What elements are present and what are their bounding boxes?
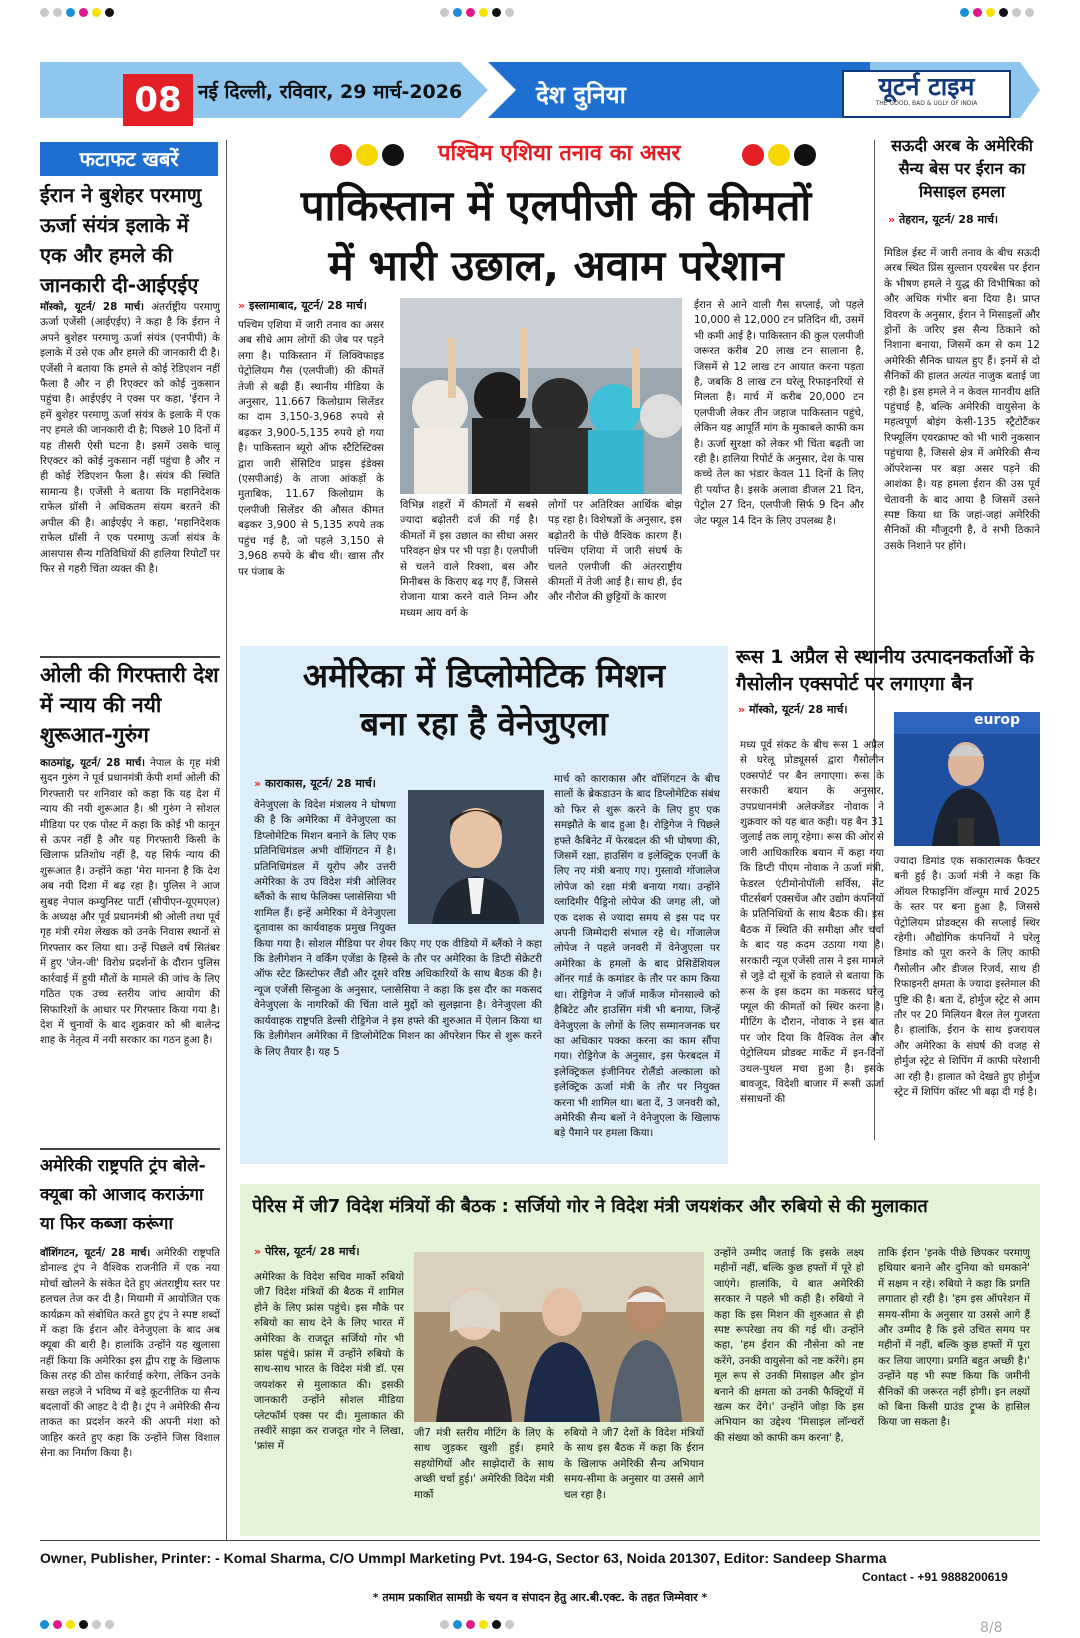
page-indicator: 8/8 <box>980 1620 1003 1636</box>
issue-dateline: नई दिल्ली, रविवार, 29 मार्च-2026 <box>198 81 463 103</box>
russia-col2: ज्यादा डिमांड एक सकारात्मक फैक्टर बनी हुई है। ऊर्जा मंत्री ने कहा कि ऑयल रिफाइनिंग वॉल्यूम मार्च 2025 के स्तर पर बना हुआ है, जिससे पेट्रोलियम प्रोडक्ट्स की सप्लाई स्थिर रहेगी। औद्योगिक कंपनियों ने घरेलू डिमांड को पूरा करने के लिए काफी गैसोलीन और डीजल रिजर्व, साथ ही रिफाइनरी क्षमता के ज्यादा इस्तेमाल की पुष्टि की है। बता दें, होर्मुज स्ट्रेट से आम तौर पर 20 मिलियन बैरल तेल गुजरता है। हालांकि, ईरान के साथ इजरायल और अमेरिका के संघर्ष की वजह से होर्मुज स्ट्रेट से शिपिंग में काफी परेशानी आ रही है। हालात को देखते हुए होर्मुज स्ट्रेट में शिपिंग कॉस्ट भी बढ़ा दी गई है। <box>894 855 1040 1099</box>
venezuela-col1-text: वेनेजुएला के विदेश मंत्रालय ने घोषणा की है कि अमेरिका में वेनेजुएला का डिप्लोमेटिक मिशन बनाने के लिए एक प्रतिनिधिमंडल अभी वॉशिंगटन में है। प्रतिनिधिमंडल में यूरोप और उत्तरी अमेरिका के उप विदेश मंत्री ओलिवर ब्लैंको के साथ फेलिक्स प्लासेसिया भी शामिल हैं। इन्हें अमेरिका में वेनेजुएला दूतावास का कार्यवाहक प्रमुख नियुक्त किया गया है। सोशल मीडिया पर शेयर किए गए एक वीडियो में ब्लैंको ने कहा कि डेलीगेशन ने वर्किंग एजेंडा के हिस्से के तौर पर अमेरिका के डिप्टी सेक्रेटरी ऑफ स्टेट क्रिस्टोफर लैंडौ और दूसरे वरिष्ठ अधिकारियों के साथ बैठक की है। न्यूज एजेंसी सिन्हुआ के अनुसार, प्लासेसिया ने कहा कि इस दौर का मकसद वेनेजुएला के नागरिकों की चिंता वाले मुद्दों को सुलझाना है। वेनेजुएला की कार्यवाहक राष्ट्रपति डेल्सी रोड्रिगेज ने इस हफ्ते की शुरुआत में ऐलान किया था कि डेलीगेशन अमेरिका में डिप्लोमेटिक मिशन का ऑपरेशन फिर से शुरू करने के लिए तैयार है। यह 5 <box>254 799 542 1058</box>
footer-imprint: Owner, Publisher, Printer: - Komal Sharma, C/O Ummpl Marketing Pvt. 194-G, Sector 63, Noida 201307, Editor: Sandeep Sharma <box>40 1550 887 1566</box>
venezuela-col1 <box>254 798 542 1158</box>
lead-photo-protest <box>400 298 682 494</box>
russia-photo-backdrop-text: europ <box>974 712 1021 728</box>
venezuela-col2: मार्च को काराकास और वॉशिंगटन के बीच सालों के ब्रेकडाउन के बाद डिप्लोमेटिक संबंध को फिर से शुरू करने के लिए हुए एक समझौते के बाद हुआ है। रोड्रिगेज ने पिछले हफ्ते कैबिनेट में फेरबदल की भी घोषणा की, जिसमें रक्षा, हाउसिंग व इलेक्ट्रिक एनर्जी के लिए नए मंत्री बनाए गए। गुस्तावो गोंजालेज लोपेज को रक्षा मंत्री बनाया गया। उन्होंने व्लादिमीर पैड्रिनो लोपेज की जगह ली, जो एक दशक से ज्यादा समय से इस पद पर अपनी जिम्मेदारी संभाल रहे थे। गोंजालेज लोपेज ने पहले जनवरी में वेनेजुएला पर अमेरिका के हमलों के बाद प्रेसिडेंशियल ऑनर गार्ड के कमांडर के तौर पर काम किया था। रोड्रिगेज ने जॉर्ज मार्केज मोनसाल्वे को हैबिटेट और हाउसिंग मंत्री भी बनाया, जिन्हें वेनेजुएला के लोगों के लिए सम्मानजनक घर का अधिकार पक्का करना का काम सौंपा गया। रोड्रिगेज के अनुसार, इस फेरबदल में इलेक्ट्रिकल इंजीनियर रोलैंडो अल्काला को इलेक्ट्रिक ऊर्जा मंत्री के तौर पर नियुक्त करना भी शामिल था। बता दें, 3 जनवरी को, अमेरिकी सैन्य बलों ने वेनेजुएला के खिलाफ बड़े पैमाने पर हमला किया। <box>554 773 720 1140</box>
lead-dateline: » इस्लामाबाद, यूटर्न/ 28 मार्च। <box>238 299 367 312</box>
footer-rule <box>40 1540 1040 1541</box>
venezuela-headline-line1: अमेरिका में डिप्लोमेटिक मिशन <box>302 656 666 695</box>
sidebar-divider-1 <box>40 656 220 658</box>
logo-text: यूटर्न टाइम <box>878 72 975 101</box>
saudi-dateline: » तेहरान, यूटर्न/ 28 मार्च। <box>888 213 999 226</box>
paris-photo-meeting <box>414 1252 704 1422</box>
venezuela-headline <box>240 652 728 748</box>
venezuela-headline-line2: बना रहा है वेनेजुएला <box>360 704 608 743</box>
logo-tagline: THE GOOD, BAD & UGLY OF INDIA <box>875 100 978 107</box>
paris-dateline: » पेरिस, यूटर्न/ 28 मार्च। <box>254 1245 360 1258</box>
lead-headline <box>236 176 876 296</box>
sidebar-story1-dateline: मॉस्को, यूटर्न/ 28 मार्च। <box>40 301 145 313</box>
footer-disclaimer: * तमाम प्रकाशित सामग्री के चयन व संपादन हेतु आर.बी.एक्ट. के तहत जिम्मेवार * <box>372 1591 708 1604</box>
russia-photo-speaker <box>894 712 1040 846</box>
kicker-dots-right <box>742 144 816 166</box>
sidebar-story1-body <box>40 300 220 652</box>
lead-col3: लोगों पर अतिरिक्त आर्थिक बोझ पड़ रहा है। विशेषज्ञों के अनुसार, इस बढ़ोतरी के पीछे वैश्विक कारण हैं। पश्चिम एशिया में जारी संघर्ष के चलते एलपीजी की अंतरराष्ट्रीय कीमतों में तेजी आई है। साथ ही, ईद और नौरोज की छुट्टियों के कारण <box>548 499 682 604</box>
saudi-dateline-text: तेहरान, यूटर्न/ 28 मार्च। <box>898 213 999 226</box>
column-rule-left <box>226 140 227 1540</box>
paris-col2: जी7 मंत्री स्तरीय मीटिंग के लिए के साथ जुड़कर खुशी हुई। हमारे सहयोगियों और साझेदारों के साथ अच्छी चर्चा हुई।' अमेरिकी विदेश मंत्री मार्को <box>414 1427 554 1501</box>
lead-headline-line1: पाकिस्तान में एलपीजी की कीमतों <box>300 181 812 230</box>
paris-col4: उन्होंने उम्मीद जताई कि इसके लक्ष्य महीनों नहीं, बल्कि कुछ हफ्तों में पूरे हो जाएंगे। हालांकि, ये बात अमेरिकी सरकार ने पहले भी कही है। रुबियो ने कहा कि इस मिशन की शुरुआत से ही स्पष्ट रूपरेखा तय की गई थी। उन्होंने कहा, 'हम ईरान की नौसेना को नष्ट करेंगे, उनकी वायुसेना को नष्ट करेंगे। हम मूल रूप से उनकी मिसाइल और ड्रोन बनाने की क्षमता को उनकी फैक्ट्रियों में खत्म कर देंगे।' उन्होंने जोड़ा कि इस अभियान का उद्देश्य 'मिसाइल लॉन्चरों की संख्या को काफी कम करना' है, <box>714 1247 864 1444</box>
russia-headline: रूस 1 अप्रैल से स्थानीय उत्पादनकर्ताओं के गैसोलीन एक्सपोर्ट पर लगाएगा बैन <box>736 646 1034 695</box>
registration-marks-top-right <box>960 8 1034 17</box>
sidebar-story3-dateline: वॉशिंगटन, यूटर्न/ 28 मार्च। <box>40 1247 151 1259</box>
venezuela-dateline-text: काराकास, यूटर्न/ 28 मार्च। <box>264 777 376 790</box>
sidebar-story2-body <box>40 756 220 1144</box>
sidebar-divider-2 <box>40 1148 220 1150</box>
sidebar-story2-headline: ओली की गिरफ्तारी देश में न्याय की नयी शुरूआत-गुरुंग <box>40 663 219 747</box>
page-number: 08 <box>123 74 193 126</box>
footer-contact: Contact - +91 9888200619 <box>862 1570 1008 1584</box>
lead-dateline-text: इस्लामाबाद, यूटर्न/ 28 मार्च। <box>248 299 367 312</box>
kicker-dots-left <box>330 144 404 166</box>
paris-dateline-text: पेरिस, यूटर्न/ 28 मार्च। <box>264 1245 360 1258</box>
section-title: देश दुनिया <box>536 81 626 109</box>
registration-marks-top-center <box>440 8 514 17</box>
sidebar-story2-text: नेपाल के गृह मंत्री सुदन गुरुंग ने पूर्व प्रधानमंत्री केपी शर्मा ओली की गिरफ्तारी पर शनिवार को कहा कि यह देश में न्याय की नयी शुरूआत है। श्री गुरुंग ने सोशल मीडिया पर एक पोस्ट में कहा कि कोई भी कानून से ऊपर नहीं है और यह गिरफ्तारी किसी के खिलाफ प्रतिशोध नहीं है, यह सिर्फ न्याय की शुरूआत है। उन्होंने कहा 'मेरा मानना है कि देश अब नयी दिशा में बढ़ रहा है। पुलिस ने आज सुबह नेपाल कम्युनिस्ट पार्टी (सीपीएन-यूएमएल) के अध्यक्ष और पूर्व प्रधानमंत्री श्री ओली तथा पूर्व गृह मंत्री रमेश लेखक को उनके निवास स्थानों से गिरफ्तार कर लिया था। उन्हें पिछले वर्ष सितंबर में हुए 'जेन-जी' विरोध प्रदर्शनों के दौरान पुलिस कार्रवाई में हुयी मौतों के मामले की जांच के लिए गठित एक उच्च स्तरीय जांच आयोग की सिफारिशों के आधार पर गिरफ्तार किया गया है। देश में चुनावों के बाद शुक्रवार को श्री बालेन्द्र शाह के नेतृत्व में नयी सरकार का गठन हुआ है। <box>40 757 220 1047</box>
russia-dateline: » मॉस्को, यूटर्न/ 28 मार्च। <box>738 703 848 716</box>
paris-headline: पेरिस में जी7 विदेश मंत्रियों की बैठक : सर्जियो गोर ने विदेश मंत्री जयशंकर और रुबियो से की मुलाकात <box>252 1196 928 1217</box>
sidebar-story3-text: अमेरिकी राष्ट्रपति डोनाल्ड ट्रंप ने वैश्विक राजनीति में एक नया मोर्चा खोलने के संकेत देते हुए अंतराष्ट्रीय स्तर पर हलचल तेज कर दी है। मियामी में आयोजित एक कार्यक्रम को संबोधित करते हुए ट्रंप ने स्पष्ट शब्दों में कहा कि ईरान और वेनेजुएला के बाद अब क्यूबा की बारी है। हालांकि उन्होंने यह खुलासा नहीं किया कि अमेरिका इस द्वीप राष्ट्र के खिलाफ किस तरह की ठोस कार्रवाई करेगा, लेकिन उनके सख्त लहजे ने भविष्य में बड़े कूटनीतिक या सैन्य बदलावों की आहट दे दी है। ट्रंप ने अमेरिकी सैन्य ताकत का प्रदर्शन करने की अपनी मंशा को जाहिर करते हुए कहा कि उन्होंने जिस विशाल सेना का निर्माण किया है। <box>40 1247 220 1460</box>
sidebar-story3-body <box>40 1246 220 1532</box>
registration-marks-bottom-left <box>40 1620 114 1629</box>
sidebar-title: फटाफट खबरें <box>40 142 218 176</box>
russia-col1: मध्य पूर्व संकट के बीच रूस 1 अप्रैल से घरेलू प्रोड्यूसर्स द्वारा गैसोलीन एक्सपोर्ट पर बैन लगाएगा। रूस के सरकारी बयान के अनुसार, उपप्रधानमंत्री अलेक्जेंडर नोवाक ने शुक्रवार को यह बात कही। यह बैन 31 जुलाई तक लागू रहेगा। रूस की ओर से जारी आधिकारिक बयान में कहा गया कि डिप्टी पीएम नोवाक ने ऊर्जा मंत्री, फेडरल एंटीमोनोपॉली सर्विस, सेंट पीटर्सबर्ग एक्सचेंज और उद्योग कंपनियों के प्रतिनिधियों के साथ बैठक की। इस बैठक में स्थिति की समीक्षा और चर्चा के बाद यह कदम उठाया गया है। सरकारी न्यूज एजेंसी तास ने इस मामले से जुड़े दो सूत्रों के हवाले से बताया कि रूस के इस कदम का मकसद घरेलू फ्यूल की कीमतों को स्थिर करना है। मीटिंग के दौरान, नोवाक ने इस बात पर जोर दिया कि वैश्विक तेल और पेट्रोलियम प्रोडक्ट मार्केट में इन-दिनों उथल-पुथल मचा हुआ है। इसके बावजूद, विदेशी बाजार में रूसी ऊर्जा संसाधनों की <box>740 739 884 1106</box>
sidebar-story1-text: अंतर्राष्ट्रीय परमाणु ऊर्जा एजेंसी (आईएईए) ने कहा है कि ईरान ने अपने बुशेहर परमाणु ऊर्जा संयंत्र (एनपीपी) के इलाके में उसे एक और हमले की जानकारी दी है। एजेंसी ने बताया कि हमले से कोई रेडिएशन नहीं फैला है और न ही रिएक्टर को कोई नुकसान पहुंचा है। आईएईए ने एक्स पर कहा, 'ईरान ने हमें बुशेहर परमाणु ऊर्जा संयंत्र के इलाके में एक नए हमले की जानकारी दी है; पिछले 10 दिनों में यह तीसरी ऐसी घटना है। इसमें उसके चालू रिएक्टर को कोई नुकसान नहीं पहुंचा है और न ही कोई रेडिएशन फैला है। संयंत्र की स्थिति सामान्य है। एजेंसी ने बताया कि महानिदेशक राफेल ग्रॉसी ने अधिकतम संयम बरतने की अपील की है। आईएईए ने कहा, 'महानिदेशक राफेल ग्रॉसी ने एक परमाणु ऊर्जा संयंत्र के आसपास सैन्य गतिविधियों की हालिया रिपोर्टों पर फिर से गहरी चिंता व्यक्त की है। <box>40 301 220 575</box>
sidebar-story1-headline: ईरान ने बुशेहर परमाणु ऊर्जा संयंत्र इलाके में एक और हमले की जानकारी दी-आईएईए <box>40 183 202 297</box>
sidebar-story3-headline: अमेरिकी राष्ट्रपति ट्रंप बोले-क्यूबा को आजाद कराऊंगा या फिर कब्जा करूंगा <box>40 1156 206 1234</box>
lead-kicker: पश्चिम एशिया तनाव का असर <box>438 141 681 166</box>
paris-col5: ताकि ईरान 'इनके पीछे छिपकर परमाणु हथियार बनाने और दुनिया को धमकाने' में सक्षम न रहे। रुबियो ने कहा कि प्रगति लगातार हो रही है। 'हम इस ऑपरेशन में समय-सीमा के अनुसार या उससे आगे हैं और उम्मीद है कि इसे उचित समय पर महीनों में नहीं, बल्कि कुछ हफ्तों में पूरा कर लिया जाएगा। प्रगति बहुत अच्छी है।' उन्होंने यह भी स्पष्ट किया कि जमीनी सैनिकों की जरूरत नहीं होगी। इन लक्ष्यों को बिना किसी ग्राउंड ट्रूप्स के हासिल किया जा सकता है। <box>878 1247 1030 1429</box>
venezuela-dateline: » काराकास, यूटर्न/ 28 मार्च। <box>254 777 376 790</box>
lead-col2: विभिन्न शहरों में कीमतों में सबसे ज्यादा बढ़ोतरी दर्ज की गई है। कीमतों में इस उछाल का सीधा असर परिवहन क्षेत्र पर भी पड़ा है। एलपीजी से चलने वाले रिक्शा, बस और मिनीबस के किराए बढ़ गए हैं, जिससे रोजाना यात्रा करने वाले निम्न और मध्यम आय वर्ग के <box>400 499 538 619</box>
lead-col1: पश्चिम एशिया में जारी तनाव का असर अब सीधे आम लोगों की जेब पर पड़ने लगा है। पाकिस्तान में लिक्विफाइड पेट्रोलियम गैस (एलपीजी) की कीमतें तेजी से बढ़ी हैं। स्थानीय मीडिया के अनुसार, 11.667 किलोग्राम सिलेंडर का दाम 3,150-3,968 रुपये से बढ़कर 3,900-5,135 रुपये हो गया है। पाकिस्तान ब्यूरो ऑफ स्टैटिस्टिक्स द्वारा जारी सेंसिटिव प्राइस इंडेक्स (एसपीआई) के ताजा आंकड़ों के मुताबिक, 11.67 किलोग्राम के एलपीजी सिलेंडर की औसत कीमत बढ़कर 3,900 से 5,135 रुपये तक पहुंच गई है, जो पहले 3,150 से 3,968 रुपये के बीच थी। खास तौर पर पंजाब के <box>238 319 384 578</box>
saudi-body: मिडिल ईस्ट में जारी तनाव के बीच सऊदी अरब स्थित प्रिंस सुल्तान एयरबेस पर ईरान के भीषण हमले ने युद्ध की विभीषिका को और अधिक गंभीर बना दिया है। प्राप्त विवरण के अनुसार, ईरान ने मिसाइलों और ड्रोनों के जरिए इस सैन्य ठिकाने को निशाना बनाया, जिसमें कम से कम 12 अमेरिकी सैनिक घायल हुए हैं। इनमें से दो सैनिकों की हालत अत्यंत नाजुक बताई जा रही है। इस हमले ने न केवल मानवीय क्षति पहुंचाई है, बल्कि अमेरिकी वायुसेना के महत्वपूर्ण बोइंग केसी-135 स्ट्रैटोटैंकर रिफ्यूलिंग एयरक्राफ्ट को भी भारी नुकसान पहुंचाया है, जिससे क्षेत्र में अमेरिकी सैन्य ऑपरेशन्स पर बड़ा असर पड़ने की आशंका है। यह हमला ईरान की उस पूर्व चेतावनी के बाद आया है जिसमें उसने स्पष्ट किया था कि जहां-जहां अमेरिकी सैनिकों की मौजूदगी है, वे सभी ठिकाने उसके निशाने पर होंगे। <box>884 247 1040 552</box>
registration-marks-top-left <box>40 8 114 17</box>
saudi-headline: सऊदी अरब के अमेरिकी सैन्य बेस पर ईरान का मिसाइल हमला <box>891 136 1033 201</box>
lead-headline-line2: में भारी उछाल, अवाम परेशान <box>328 241 784 290</box>
registration-marks-bottom-center <box>440 1620 514 1629</box>
lead-col4: ईरान से आने वाली गैस सप्लाई, जो पहले 10,000 से 12,000 टन प्रतिदिन थी, उसमें भी कमी आई है। पाकिस्तान की कुल एलपीजी जरूरत करीब 20 लाख टन सालाना है, जिसमें से 12 लाख टन आयात करना पड़ता है, जबकि 8 लाख टन घरेलू रिफाइनरियों से मिलता है। मार्च में करीब 20,000 टन एलपीजी लेकर तीन जहाज पाकिस्तान पहुंचे, लेकिन यह आपूर्ति मांग के मुकाबले काफी कम है। ऊर्जा सुरक्षा को लेकर भी चिंता बढ़ती जा रही है। हालिया रिपोर्ट के अनुसार, देश के पास कच्चे तेल का भंडार केवल 11 दिनों के लिए ही पर्याप्त है। इसके अलावा डीजल 21 दिन, पेट्रोल 27 दिन, एलपीजी सिर्फ 9 दिन और जेट फ्यूल 14 दिन के लिए उपलब्ध है। <box>694 299 864 527</box>
paris-col3: रुबियो ने जी7 देशों के विदेश मंत्रियों के साथ इस बैठक में कहा कि ईरान के खिलाफ अमेरिकी सैन्य अभियान समय-सीमा के अनुसार या उससे आगे चल रहा है। <box>564 1427 704 1501</box>
paris-col1: अमेरिका के विदेश सचिव मार्को रुबियो जी7 विदेश मंत्रियों की बैठक में शामिल होने के लिए फ्रांस पहुंचे। इस मौके पर रुबियो का साथ देने के लिए भारत में अमेरिका के राजदूत सर्जियो गोर भी फ्रांस पहुंचे। फ्रांस में उन्होंने रुबियो के साथ-साथ भारत के विदेश मंत्री डॉ. एस जयशंकर से मुलाकात की। इसकी जानकारी उन्होंने सोशल मीडिया प्लेटफॉर्म एक्स पर दी। मुलाकात की तस्वीरें साझा कर राजदूत गोर ने लिखा, 'फ्रांस में <box>254 1271 404 1453</box>
russia-dateline-text: मॉस्को, यूटर्न/ 28 मार्च। <box>748 703 848 716</box>
masthead-logo <box>842 70 1011 118</box>
sidebar-story2-dateline: काठमांडू, यूटर्न/ 28 मार्च। <box>40 757 146 769</box>
